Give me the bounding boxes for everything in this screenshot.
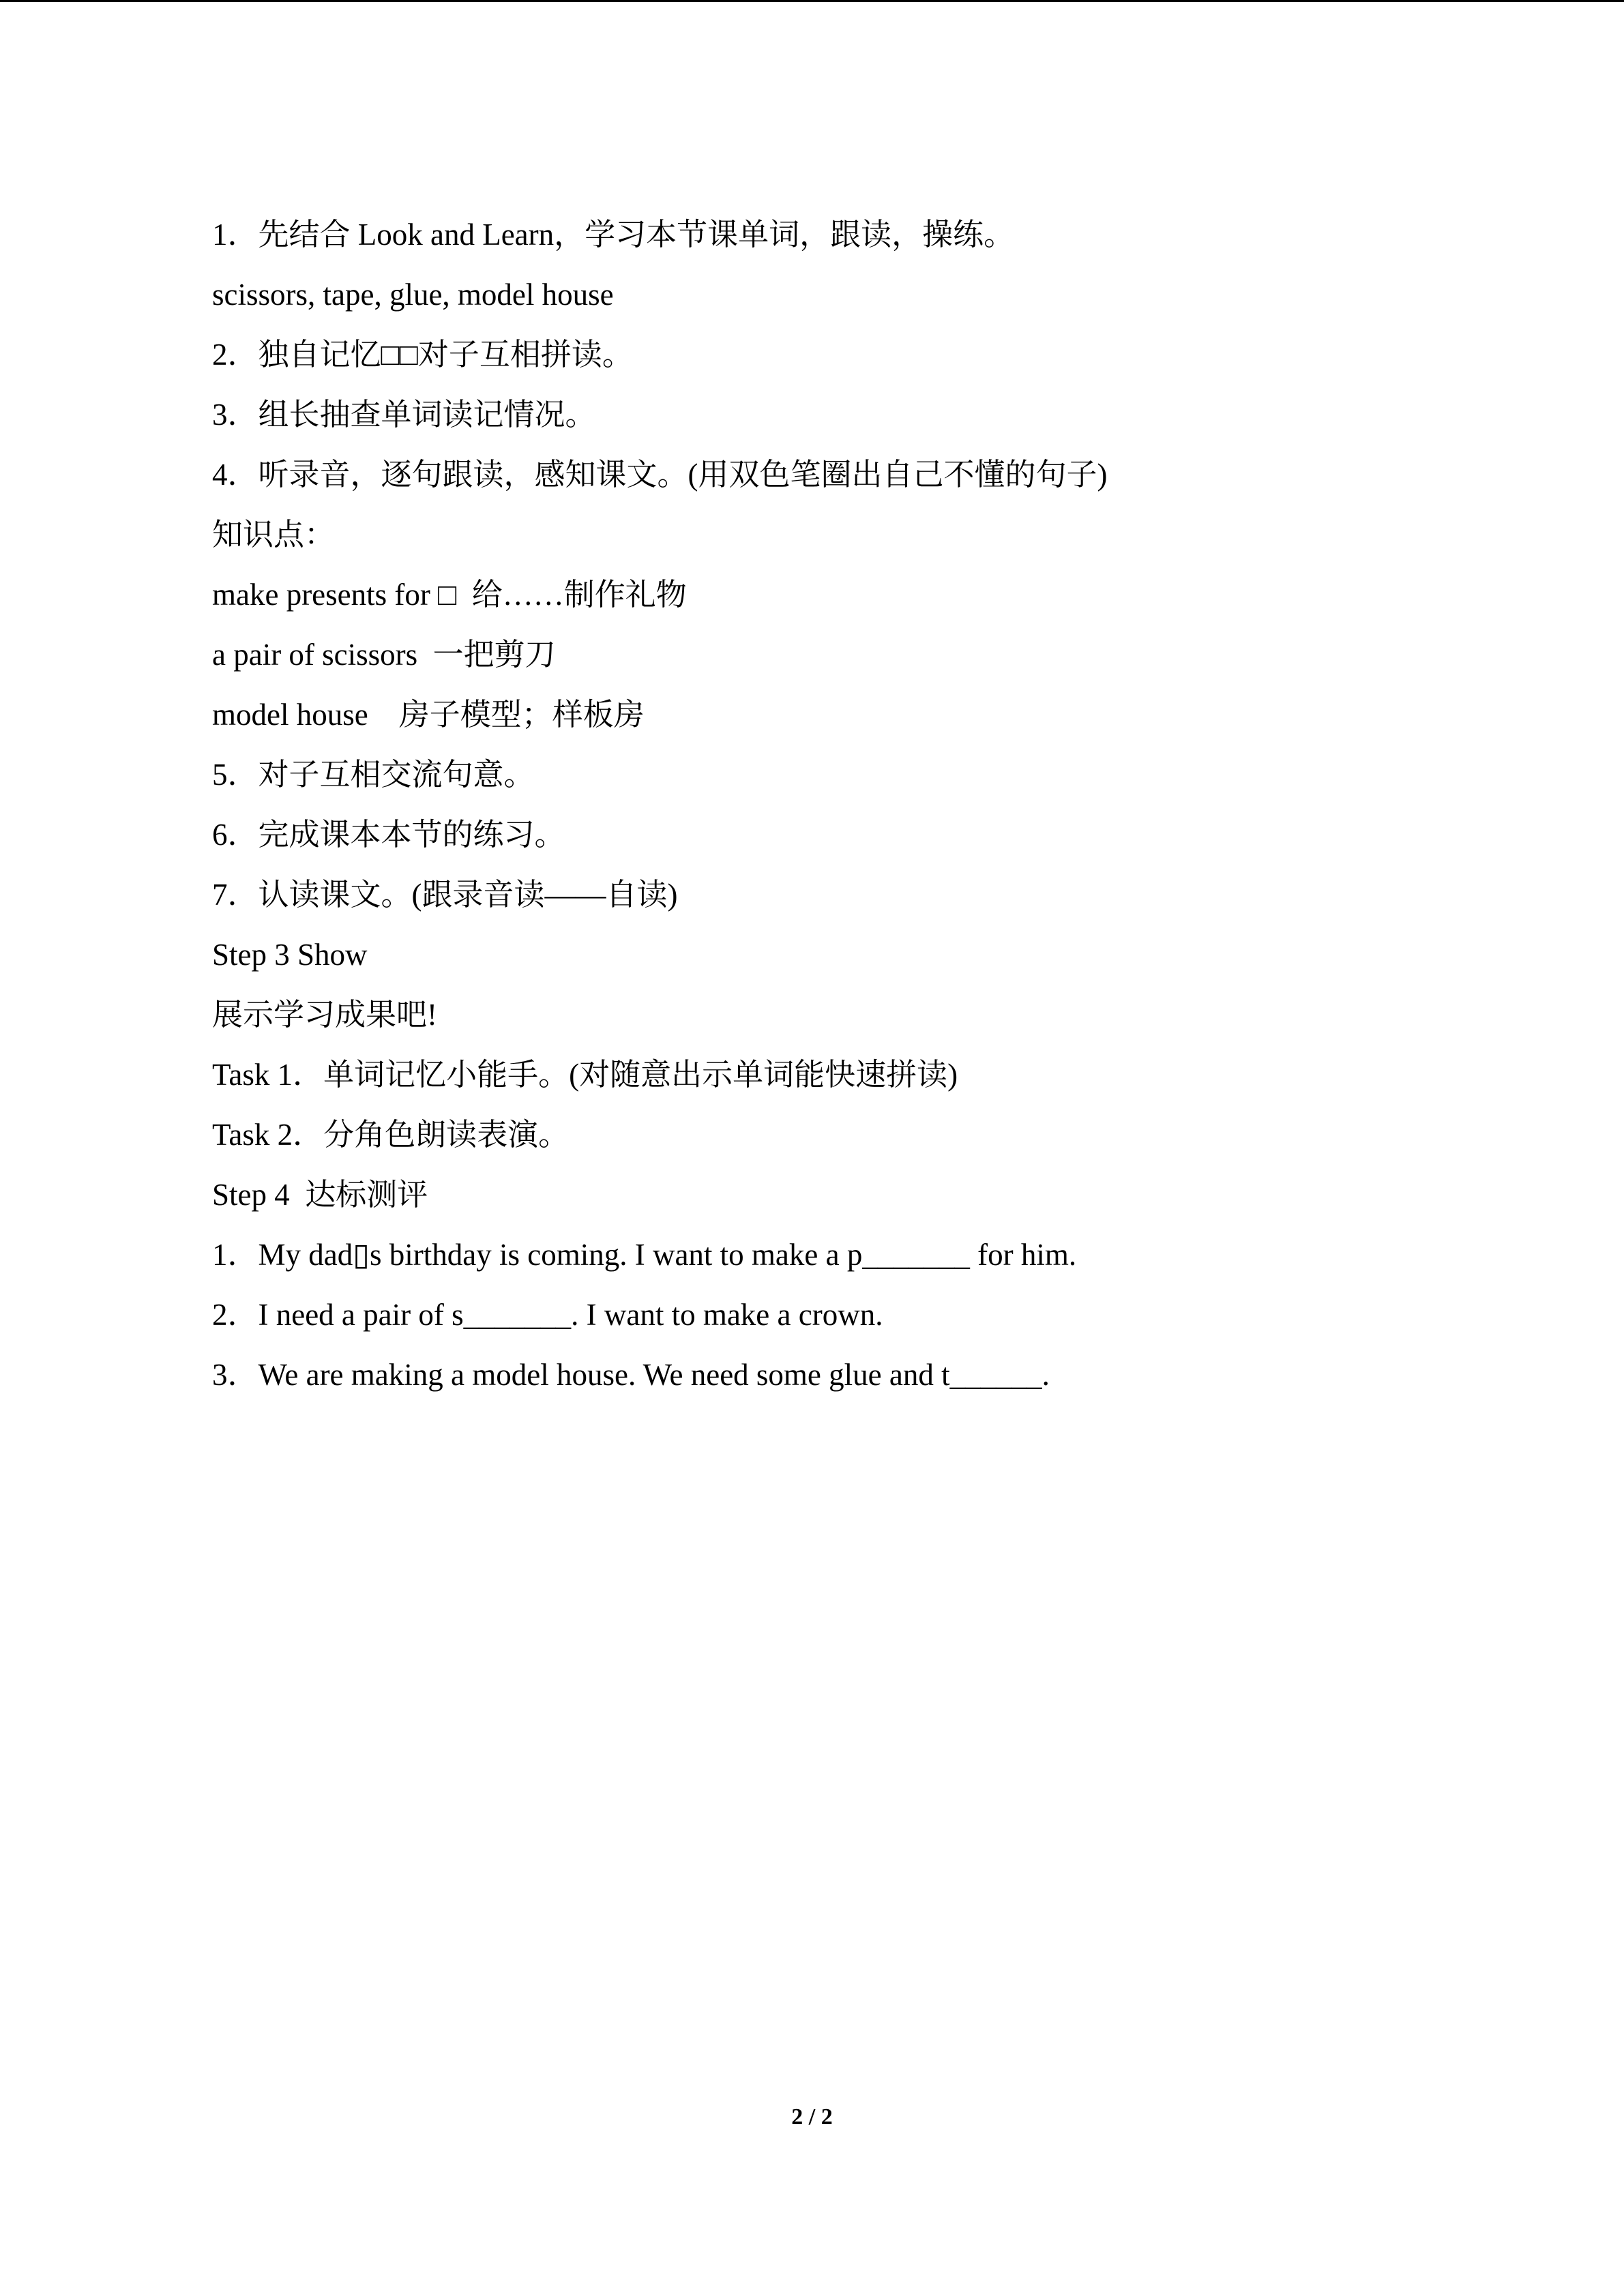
show-step-heading: Step 3 Show [212,938,368,972]
study-step-5: 5．对子互相交流句意。 [212,758,535,792]
study-step-6: 6．完成课本本节的练习。 [212,818,565,852]
exercise-item: 3．We are making a model house. We need some glue and t______. [212,1358,1050,1392]
vocabulary-list: scissors, tape, glue, model house [212,278,614,312]
knowledge-points-heading: 知识点： [212,518,336,552]
phrase-item: model house 房子模型；样板房 [212,698,645,732]
exercise-item: 1．My dad▯s birthday is coming. I want to make a p_______ for him. [212,1238,1077,1272]
phrase-item: make presents for □ 给……制作礼物 [212,578,687,612]
study-step-3: 3．组长抽查单词读记情况。 [212,398,596,432]
study-step-7: 7．认读课文。(跟录音读——自读) [212,878,678,912]
page-number: 2 / 2 [791,2104,833,2130]
exercise-item: 2．I need a pair of s_______. I want to make a crown. [212,1298,883,1332]
study-step-4: 4．听录音，逐句跟读，感知课文。(用双色笔圈出自己不懂的句子) [212,458,1108,492]
study-step-1: 1．先结合 Look and Learn，学习本节课单词，跟读，操练。 [212,218,1015,252]
page-content [212,205,1508,1405]
top-border-line [0,0,1624,2]
phrase-item: a pair of scissors 一把剪刀 [212,638,556,672]
assessment-step-heading: Step 4 达标测评 [212,1178,428,1212]
task-item: Task 1．单词记忆小能手。(对随意出示单词能快速拼读) [212,1058,958,1092]
study-step-2: 2．独自记忆□□对子互相拼读。 [212,338,633,372]
show-intro: 展示学习成果吧! [212,998,437,1032]
task-item: Task 2．分角色朗读表演。 [212,1118,570,1152]
